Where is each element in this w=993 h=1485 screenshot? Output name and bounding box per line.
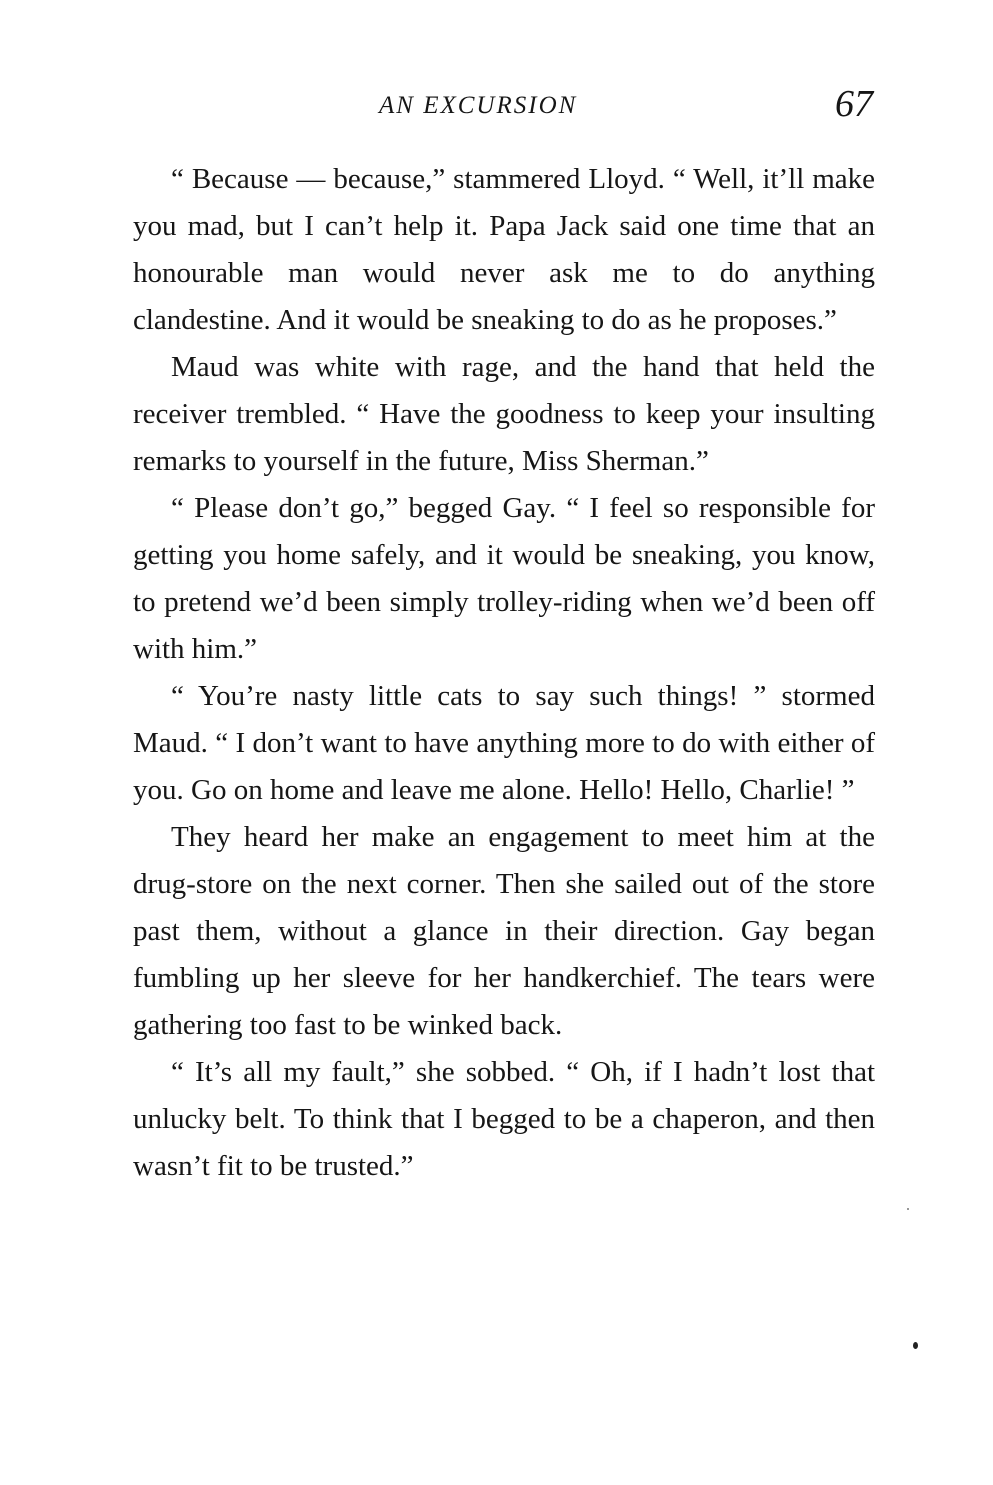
page-number: 67 — [835, 83, 873, 125]
running-head — [133, 83, 875, 128]
body-text — [133, 156, 875, 1190]
paragraph-5: They heard her make an engagement to meet him at the drug-store on the next corner. Then she sailed out of the store past them, without a glance in their direction. Gay began fumbling up her sleeve for her handkerchief. The tears were gathering too fast to be winked back. — [133, 821, 875, 1041]
paragraph-3: “ Please don’t go,” begged Gay. “ I feel so responsible for getting you home safely, and it would be sneaking, you know, to pretend we’d been simply trolley-riding when we’d been off with him.” — [133, 492, 875, 665]
paragraph-2: Maud was white with rage, and the hand that held the receiver trembled. “ Have the goodness to keep your insulting remarks to yourself in the future, Miss Sherman.” — [133, 351, 875, 477]
paragraph-1: “ Because — because,” stammered Lloyd. “ Well, it’ll make you mad, but I can’t help it. Papa Jack said one time that an honourable man would never ask me to do anything clandestine. And it would be sneaking to do as he proposes.” — [133, 163, 875, 336]
ink-speck — [913, 1342, 918, 1349]
ink-speck — [907, 1208, 909, 1210]
running-title: AN EXCURSION — [379, 92, 578, 119]
paragraph-4: “ You’re nasty little cats to say such things! ” stormed Maud. “ I don’t want to have anything more to do with either of you. Go on home and leave me alone. Hello! Hello, Charlie! ” — [133, 680, 875, 806]
paragraph-6: “ It’s all my fault,” she sobbed. “ Oh, if I hadn’t lost that unlucky belt. To think that I begged to be a chaperon, and then wasn’t fit to be trusted.” — [133, 1056, 875, 1182]
